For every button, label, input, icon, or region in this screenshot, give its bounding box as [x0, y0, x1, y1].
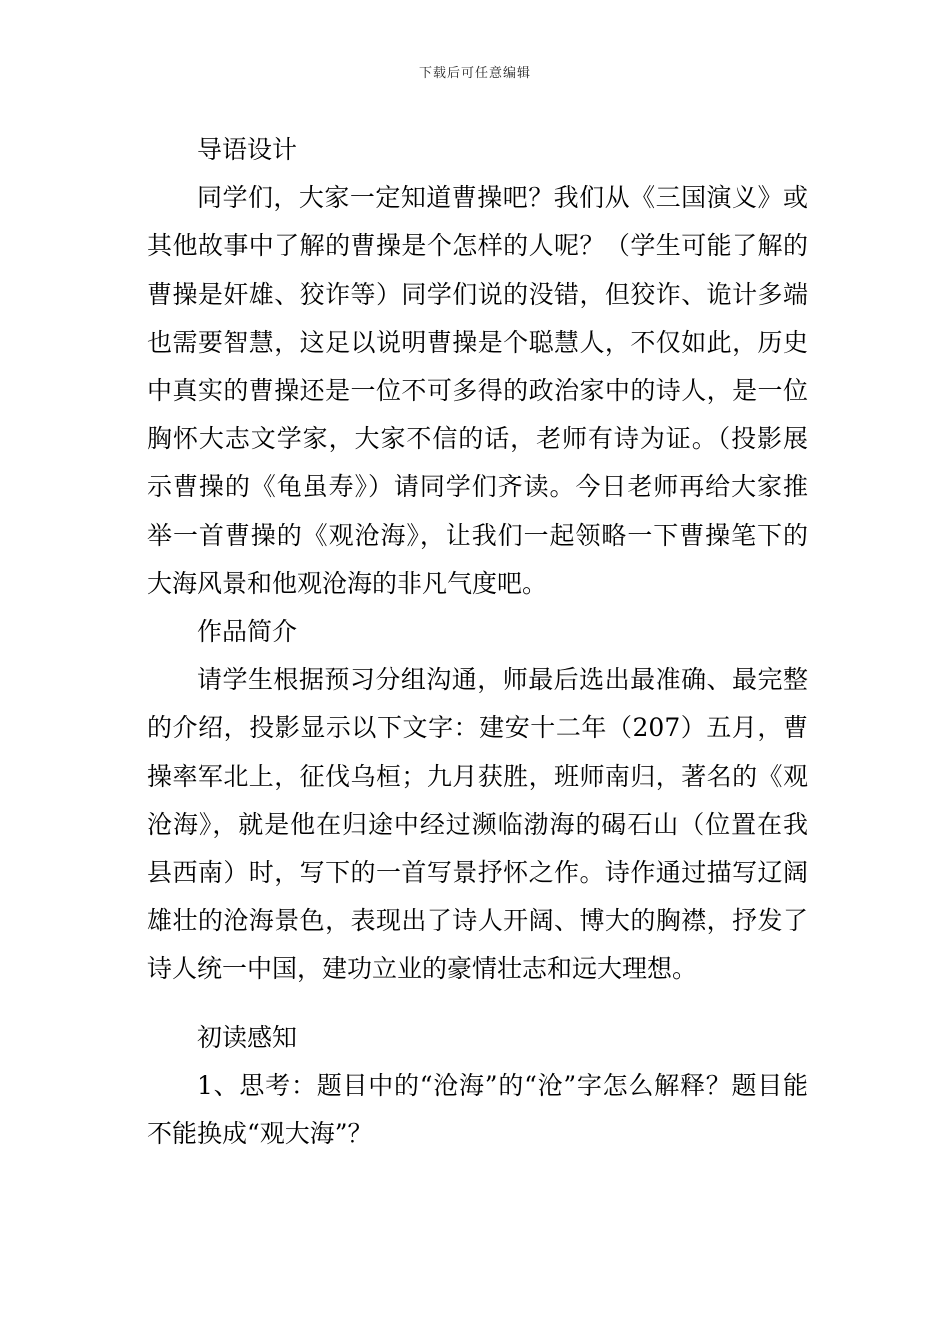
section-heading-intro: 导语设计 [197, 135, 298, 164]
section-heading-first-reading: 初读感知 [197, 1022, 298, 1052]
section-heading-work-intro: 作品简介 [197, 617, 298, 647]
paragraph-work-intro: 请学生根据预习分组沟通，师最后选出最准确、最完整的介绍，投影显示以下文字：建安十二年（207）五月，曹操率军北上，征伐乌桓；九月获胜，班师南归，著名的《观沧海》，就是他在归途中经过濒临渤海的碣石山（位置在我县西南）时，写下的一首写景抒怀之作。诗作通过描写辽阔雄壮的沧海景色，表现出了诗人开阔、博大的胸襟，抒发了诗人统一中国，建功立业的豪情壮志和远大理想。 [147, 665, 808, 984]
paragraph-first-reading-question: 1、思考：题目中的“沧海”的“沧”字怎么解释？题目能不能换成“观大海”？ [147, 1070, 808, 1149]
paragraph-intro: 同学们，大家一定知道曹操吧？我们从《三国演义》或其他故事中了解的曹操是个怎样的人呢？（学生可能了解的曹操是奸雄、狡诈等）同学们说的没错，但狡诈、诡计多端也需要智慧，这足以说明曹操是个聪慧人，不仅如此，历史中真实的曹操还是一位不可多得的政治家中的诗人，是一位胸怀大志文学家，大家不信的话，老师有诗为证。（投影展示曹操的《龟虽寿》）请同学们齐读。今日老师再给大家推举一首曹操的《观沧海》，让我们一起领略一下曹操笔下的大海风景和他观沧海的非凡气度吧。 [147, 183, 808, 598]
document-body [147, 126, 808, 1158]
header-note: 下载后可任意编辑 [418, 66, 531, 81]
